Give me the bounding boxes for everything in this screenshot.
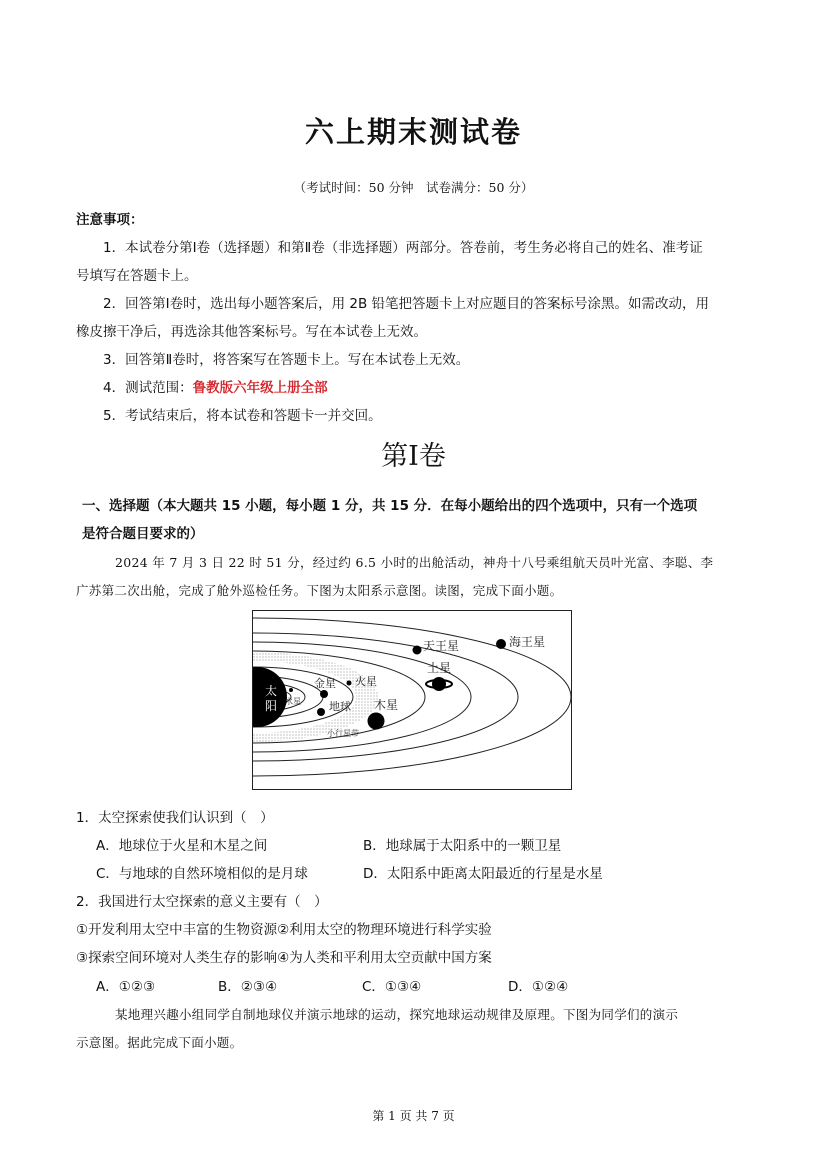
- page-footer: 第 1 页 共 7 页: [372, 1109, 455, 1123]
- passage1-line2: 广苏第二次出舱，完成了舱外巡检任务。下图为太阳系示意图。读图，完成下面小题。: [76, 583, 563, 598]
- earth-label: 地球: [329, 700, 351, 713]
- note-2-line2: 橡皮擦干净后，再选涂其他答案标号。写在本试卷上无效。: [76, 324, 427, 340]
- note-2-line1: 2．回答第Ⅰ卷时，选出每小题答案后，用 2B 铅笔把答题卡上对应题目的答案标号涂黑。如需改动，用: [103, 296, 710, 312]
- note-4: [103, 376, 328, 396]
- asteroid-belt-label: 小行星带: [327, 729, 359, 738]
- uranus-planet: [413, 646, 422, 655]
- mercury-planet: [289, 688, 293, 692]
- saturn-planet: [432, 677, 446, 691]
- uranus-label: 天王星: [423, 639, 460, 653]
- q1-option-a: A．地球位于火星和木星之间: [96, 838, 268, 854]
- neptune-label: 海王星: [509, 635, 546, 649]
- note-1-line2: 号填写在答题卡上。: [76, 268, 198, 284]
- earth-planet: [317, 708, 325, 716]
- passage2-line2: 示意图。据此完成下面小题。: [76, 1035, 243, 1050]
- q1-option-d: D．太阳系中距离太阳最近的行星是水星: [363, 866, 603, 882]
- note-4-prefix: 4．测试范围：: [103, 380, 193, 396]
- q2-stem: 2．我国进行太空探索的意义主要有（ ）: [76, 894, 328, 910]
- note-5: 5．考试结束后，将本试卷和答题卡一并交回。: [103, 408, 382, 424]
- note-1-line1: 1．本试卷分第Ⅰ卷（选择题）和第Ⅱ卷（非选择题）两部分。答卷前，考生务必将自己的姓名、准考证: [103, 240, 703, 256]
- q1-option-c: C．与地球的自然环境相似的是月球: [96, 866, 308, 882]
- q2-statements-2: ③探索空间环境对人类生存的影响④为人类和平利用太空贡献中国方案: [76, 950, 492, 966]
- q2-option-c: C．①③④: [362, 979, 422, 995]
- saturn-label: 土星: [427, 661, 452, 675]
- q2-option-a: A．①②③: [96, 979, 156, 995]
- neptune-planet: [496, 639, 506, 649]
- sun-label-2: 阳: [265, 699, 278, 713]
- section-heading-line2: 是符合题目要求的）: [82, 526, 204, 542]
- exam-info: （考试时间：50 分钟 试卷满分：50 分）: [293, 180, 534, 195]
- passage2-line1: 某地理兴趣小组同学自制地球仪并演示地球的运动，探究地球运动规律及原理。下图为同学们的演示: [115, 1007, 679, 1022]
- solar-system-figure: [252, 610, 572, 790]
- q2-statements-1: ①开发利用太空中丰富的生物资源②利用太空的物理环境进行科学实验: [76, 922, 492, 938]
- mercury-label: 水星: [285, 697, 301, 706]
- sun-label-1: 太: [265, 684, 278, 698]
- passage1-line1: 2024 年 7 月 3 日 22 时 51 分，经过约 6.5 小时的出舱活动，神舟十八号乘组航天员叶光富、李聪、李: [115, 555, 714, 570]
- mars-label: 火星: [355, 675, 377, 688]
- venus-label: 金星: [314, 677, 336, 690]
- section-heading-line1: 一、选择题（本大题共 15 小题，每小题 1 分，共 15 分．在每小题给出的四个选项中，只有一个选项: [82, 498, 698, 514]
- q2-option-b: B．②③④: [218, 979, 278, 995]
- jupiter-planet: [368, 713, 385, 730]
- volume-title: 第Ⅰ卷: [381, 441, 446, 472]
- jupiter-label: 木星: [374, 698, 399, 712]
- test-range: 鲁教版六年级上册全部: [192, 380, 328, 396]
- page-title: 六上期末测试卷: [304, 115, 522, 149]
- q2-option-d: D．①②④: [508, 979, 569, 995]
- solar-system-diagram: [253, 611, 572, 790]
- note-3: 3．回答第Ⅱ卷时，将答案写在答题卡上。写在本试卷上无效。: [103, 352, 470, 368]
- venus-planet: [320, 690, 328, 698]
- notes-heading: 注意事项：: [76, 212, 144, 228]
- q1-option-b: B．地球属于太阳系中的一颗卫星: [363, 838, 562, 854]
- mars-planet: [347, 681, 352, 686]
- q1-stem: 1．太空探索使我们认识到（ ）: [76, 810, 274, 826]
